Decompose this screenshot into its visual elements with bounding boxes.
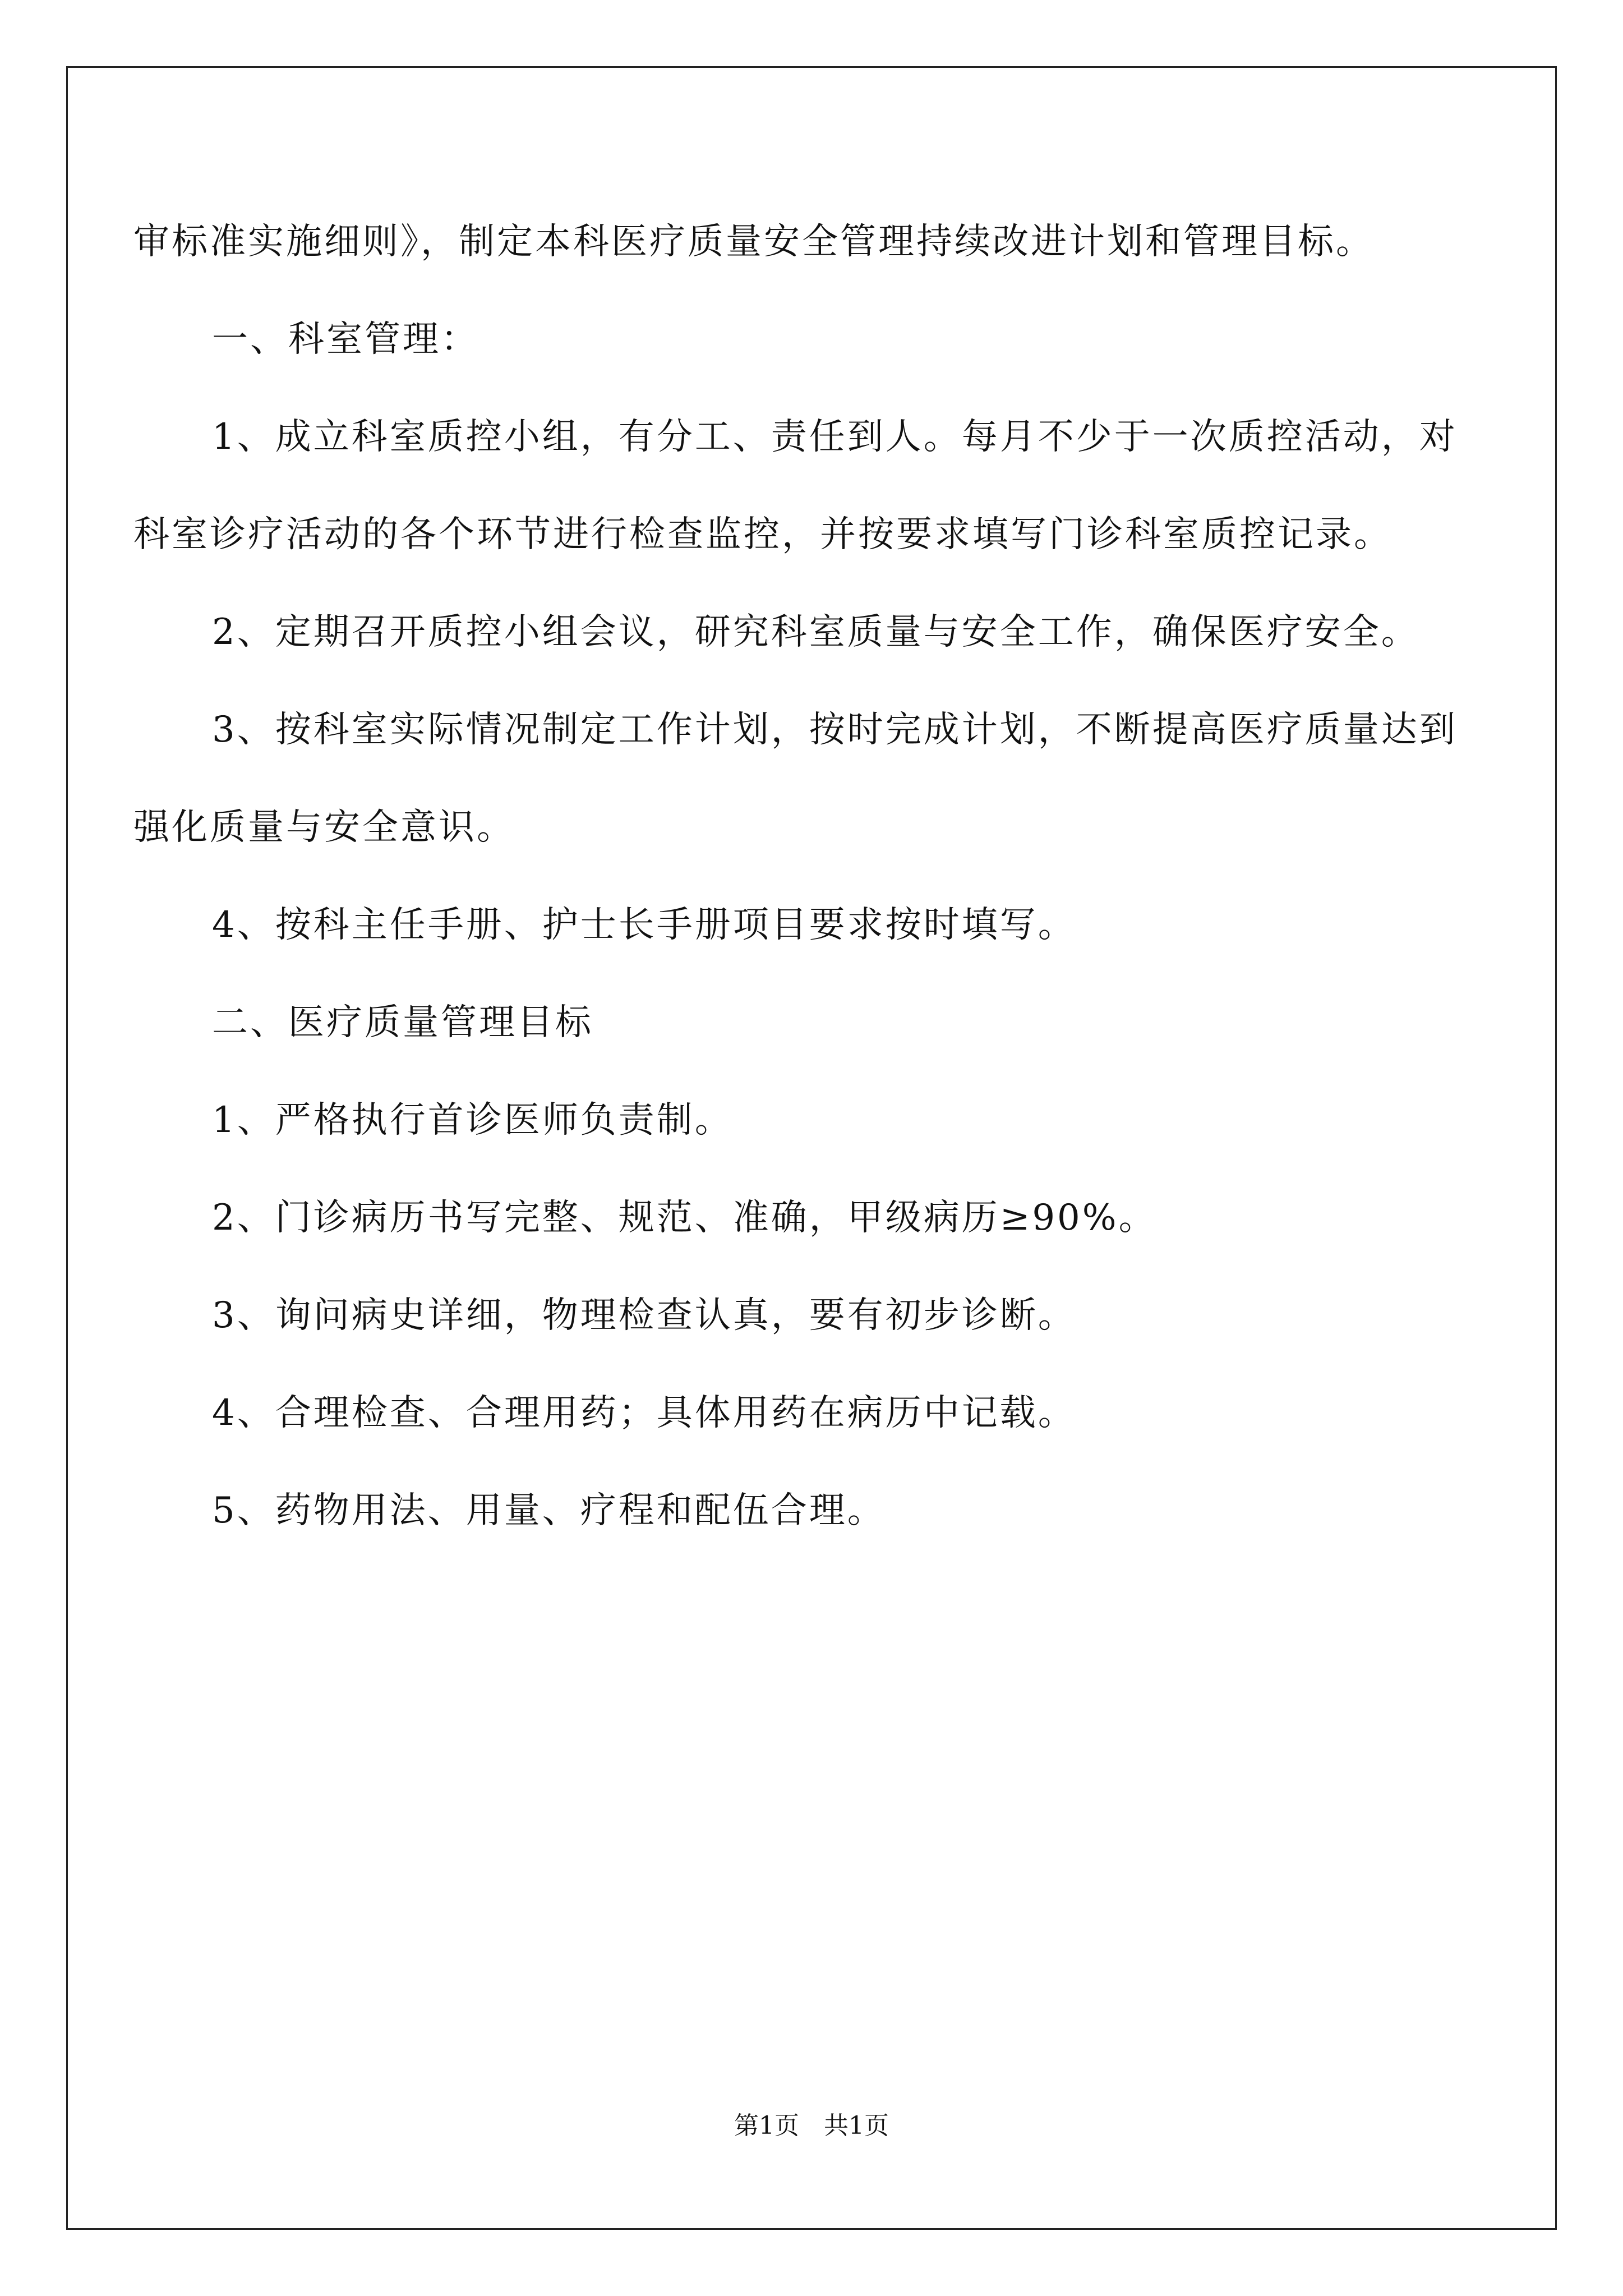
document-body (133, 193, 1490, 1559)
paragraph: 4、合理检查、合理用药；具体用药在病历中记载。 (212, 1392, 1076, 1434)
paragraph: 1、严格执行首诊医师负责制。 (212, 1099, 733, 1141)
section-heading: 二、医疗质量管理目标 (212, 1002, 593, 1043)
paragraph: 2、门诊病历书写完整、规范、准确，甲级病历≥90%。 (212, 1197, 1157, 1239)
paragraph: 1、成立科室质控小组，有分工、责任到人。每月不少于一次质控活动，对科室诊疗活动的各个环节进行检查监控，并按要求填写门诊科室质控记录。 (133, 416, 1458, 555)
paragraph: 3、按科室实际情况制定工作计划，按时完成计划，不断提高医疗质量达到强化质量与安全意识。 (133, 709, 1458, 848)
paragraph: 审标准实施细则》，制定本科医疗质量安全管理持续改进计划和管理目标。 (133, 221, 1374, 263)
paragraph: 3、询问病史详细，物理检查认真，要有初步诊断。 (212, 1295, 1076, 1336)
paragraph: 4、按科主任手册、护士长手册项目要求按时填写。 (212, 904, 1076, 946)
paragraph: 5、药物用法、用量、疗程和配伍合理。 (212, 1490, 886, 1531)
page-number-footer: 第1页 共1页 (734, 2111, 889, 2140)
paragraph: 2、定期召开质控小组会议，研究科室质量与安全工作，确保医疗安全。 (212, 611, 1419, 653)
section-heading: 一、科室管理： (212, 319, 479, 360)
